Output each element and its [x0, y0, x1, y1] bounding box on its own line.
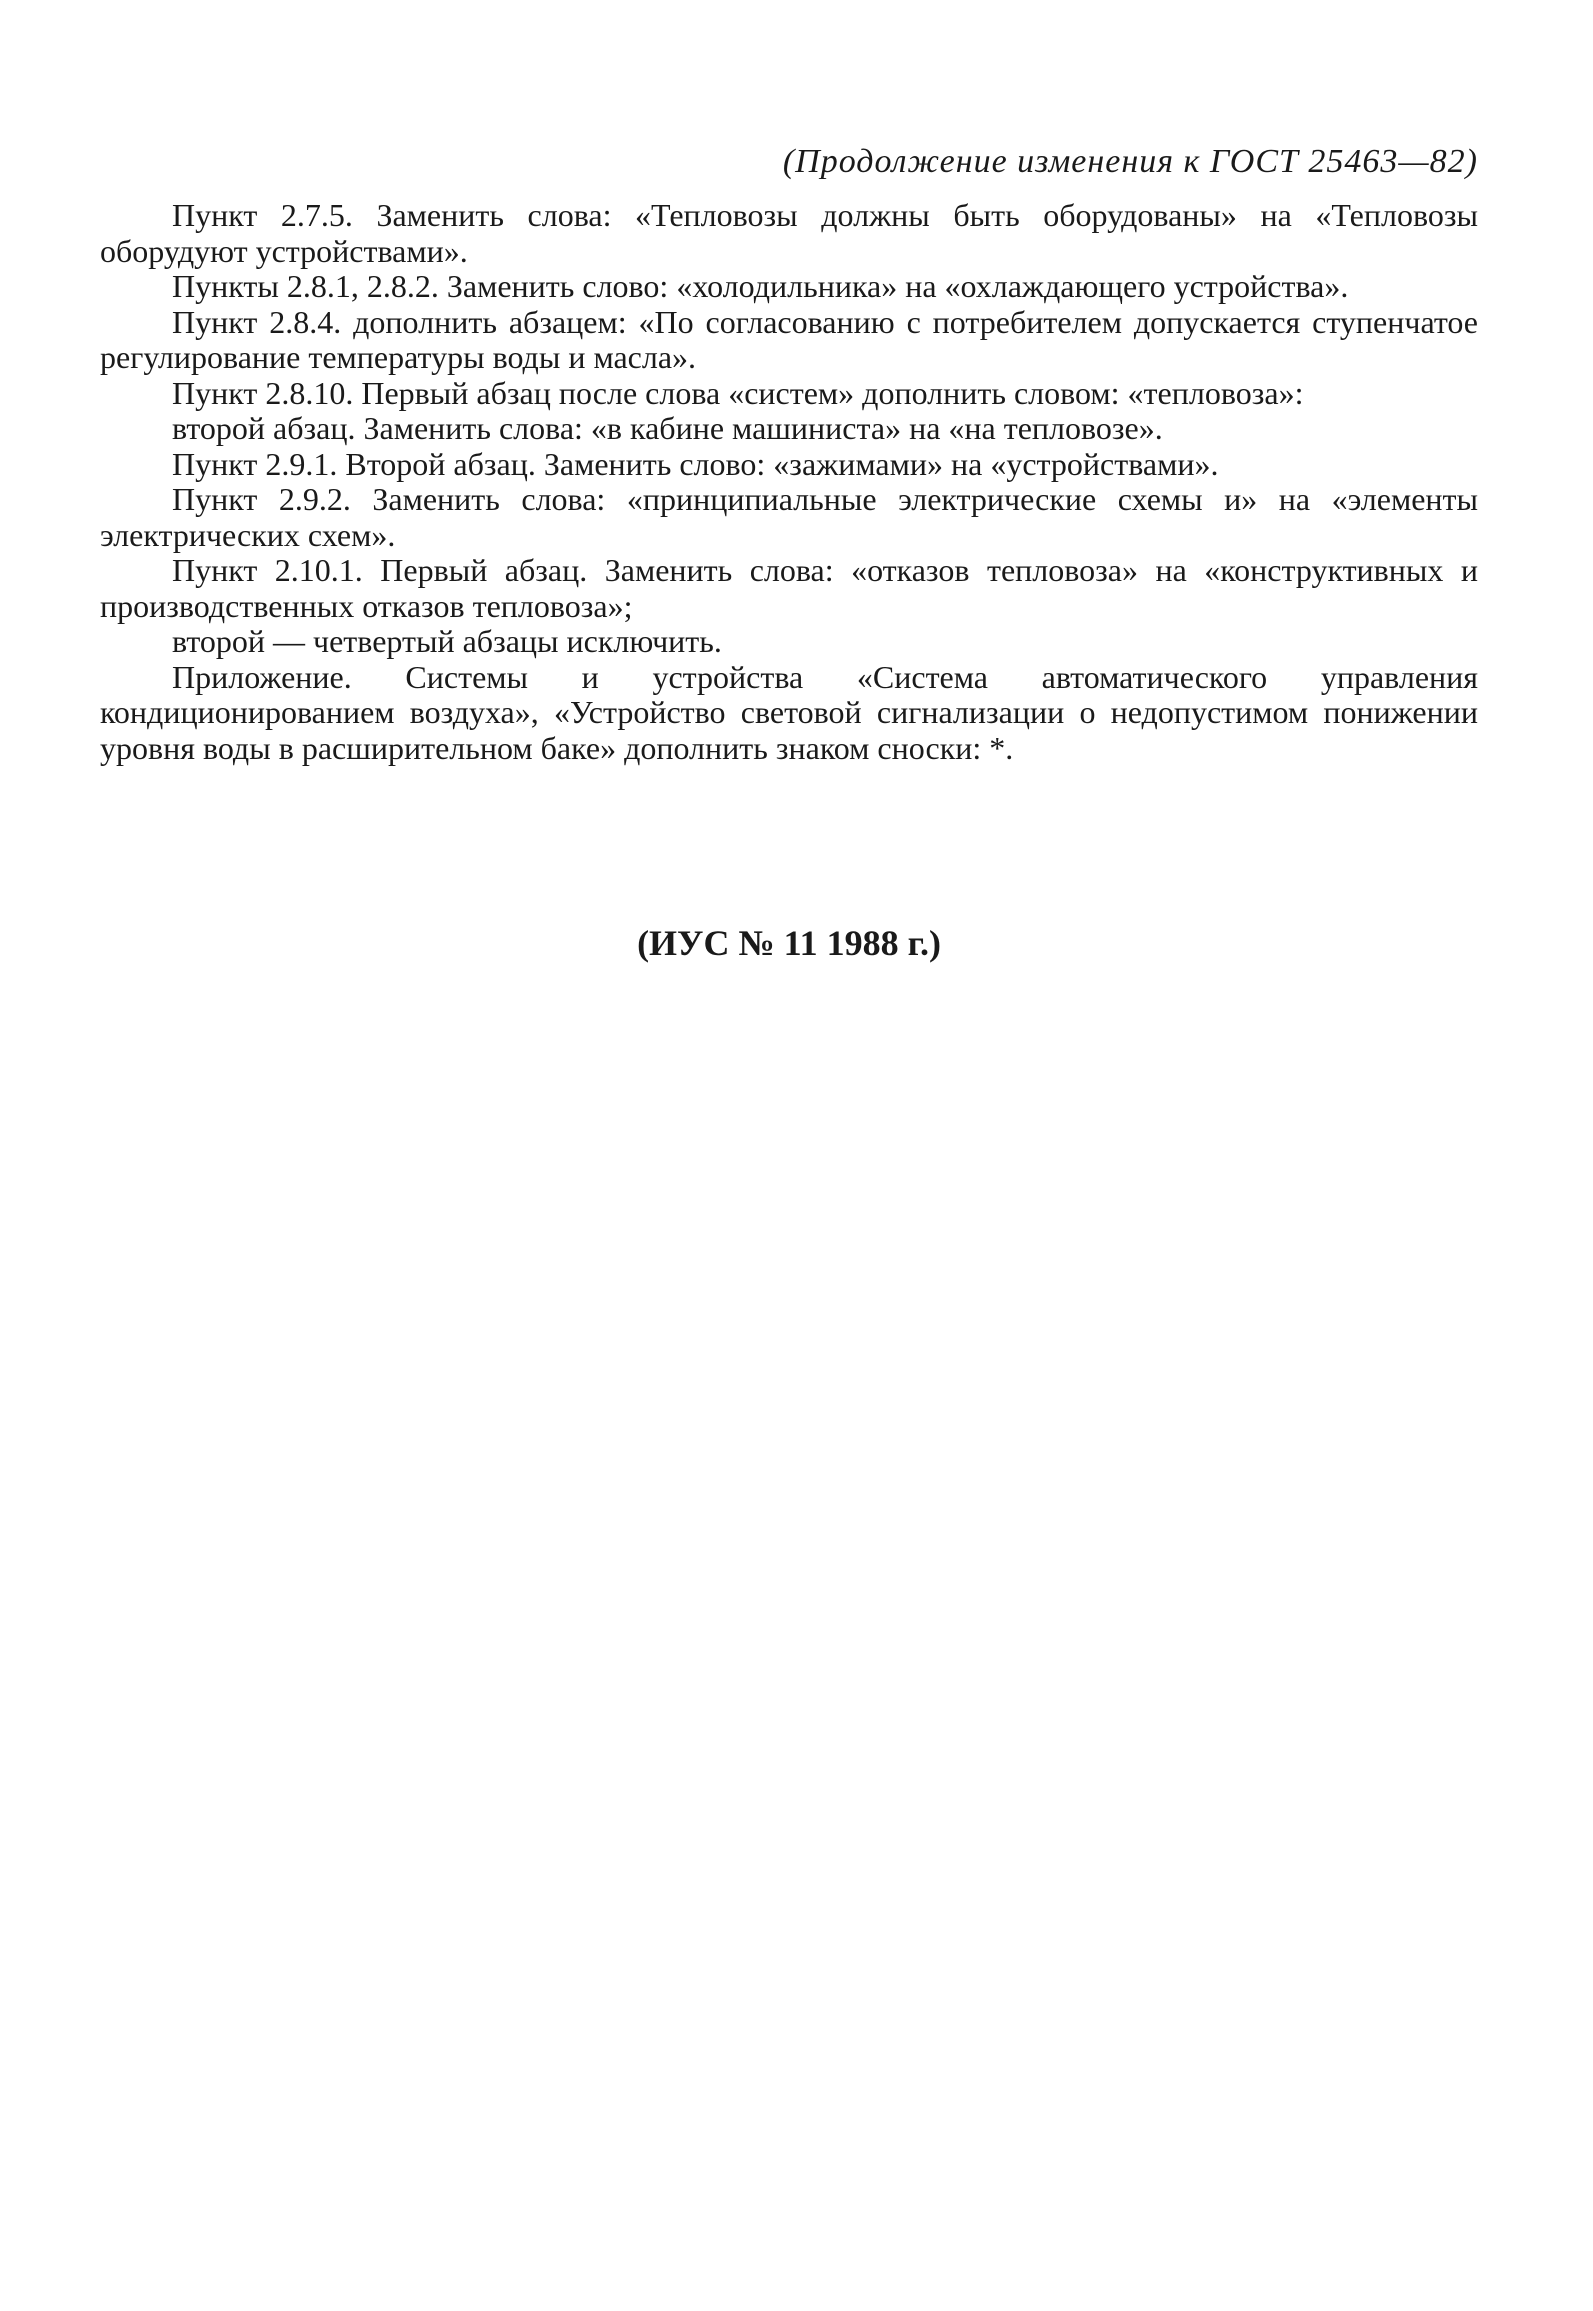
amendment-text [100, 198, 1478, 766]
paragraph-2-7-5: Пункт 2.7.5. Заменить слова: «Тепловозы должны быть оборудованы» на «Тепловозы оборудуют устройствами». [100, 197, 1478, 269]
ius-reference: (ИУС № 11 1988 г.) [637, 923, 941, 963]
paragraph-2-8-4: Пункт 2.8.4. дополнить абзацем: «По согласованию с потребителем допускается ступенчатое регулирование температуры воды и масла». [100, 303, 1478, 375]
paragraph-appendix: Приложение. Системы и устройства «Система автоматического управления кондиционированием воздуха», «Устройство световой сигнализации о недопустимом понижении уровня воды в расширительном баке» дополнить знаком сноски: *. [100, 658, 1478, 766]
paragraph-2-9-2: Пункт 2.9.2. Заменить слова: «принципиальные электрические схемы и» на «элементы электрических схем». [100, 481, 1478, 553]
paragraph-2-10-1: Пункт 2.10.1. Первый абзац. Заменить слова: «отказов тепловоза» на «конструктивных и производственных отказов тепловоза»; [100, 552, 1478, 624]
continuation-header: (Продолжение изменения к ГОСТ 25463—82) [782, 143, 1478, 180]
paragraph-2-10-1-second: второй — четвертый абзацы исключить. [172, 623, 722, 659]
paragraph-2-9-1: Пункт 2.9.1. Второй абзац. Заменить слово: «зажимами» на «устройствами». [172, 445, 1219, 482]
paragraph-2-8-10-second: второй абзац. Заменить слова: «в кабине машиниста» на «на тепловозе». [172, 410, 1163, 446]
paragraph-2-8-1: Пункты 2.8.1, 2.8.2. Заменить слово: «холодильника» на «охлаждающего устройства». [172, 268, 1349, 304]
paragraph-2-8-10: Пункт 2.8.10. Первый абзац после слова «систем» дополнить словом: «тепловоза»: [172, 374, 1304, 411]
